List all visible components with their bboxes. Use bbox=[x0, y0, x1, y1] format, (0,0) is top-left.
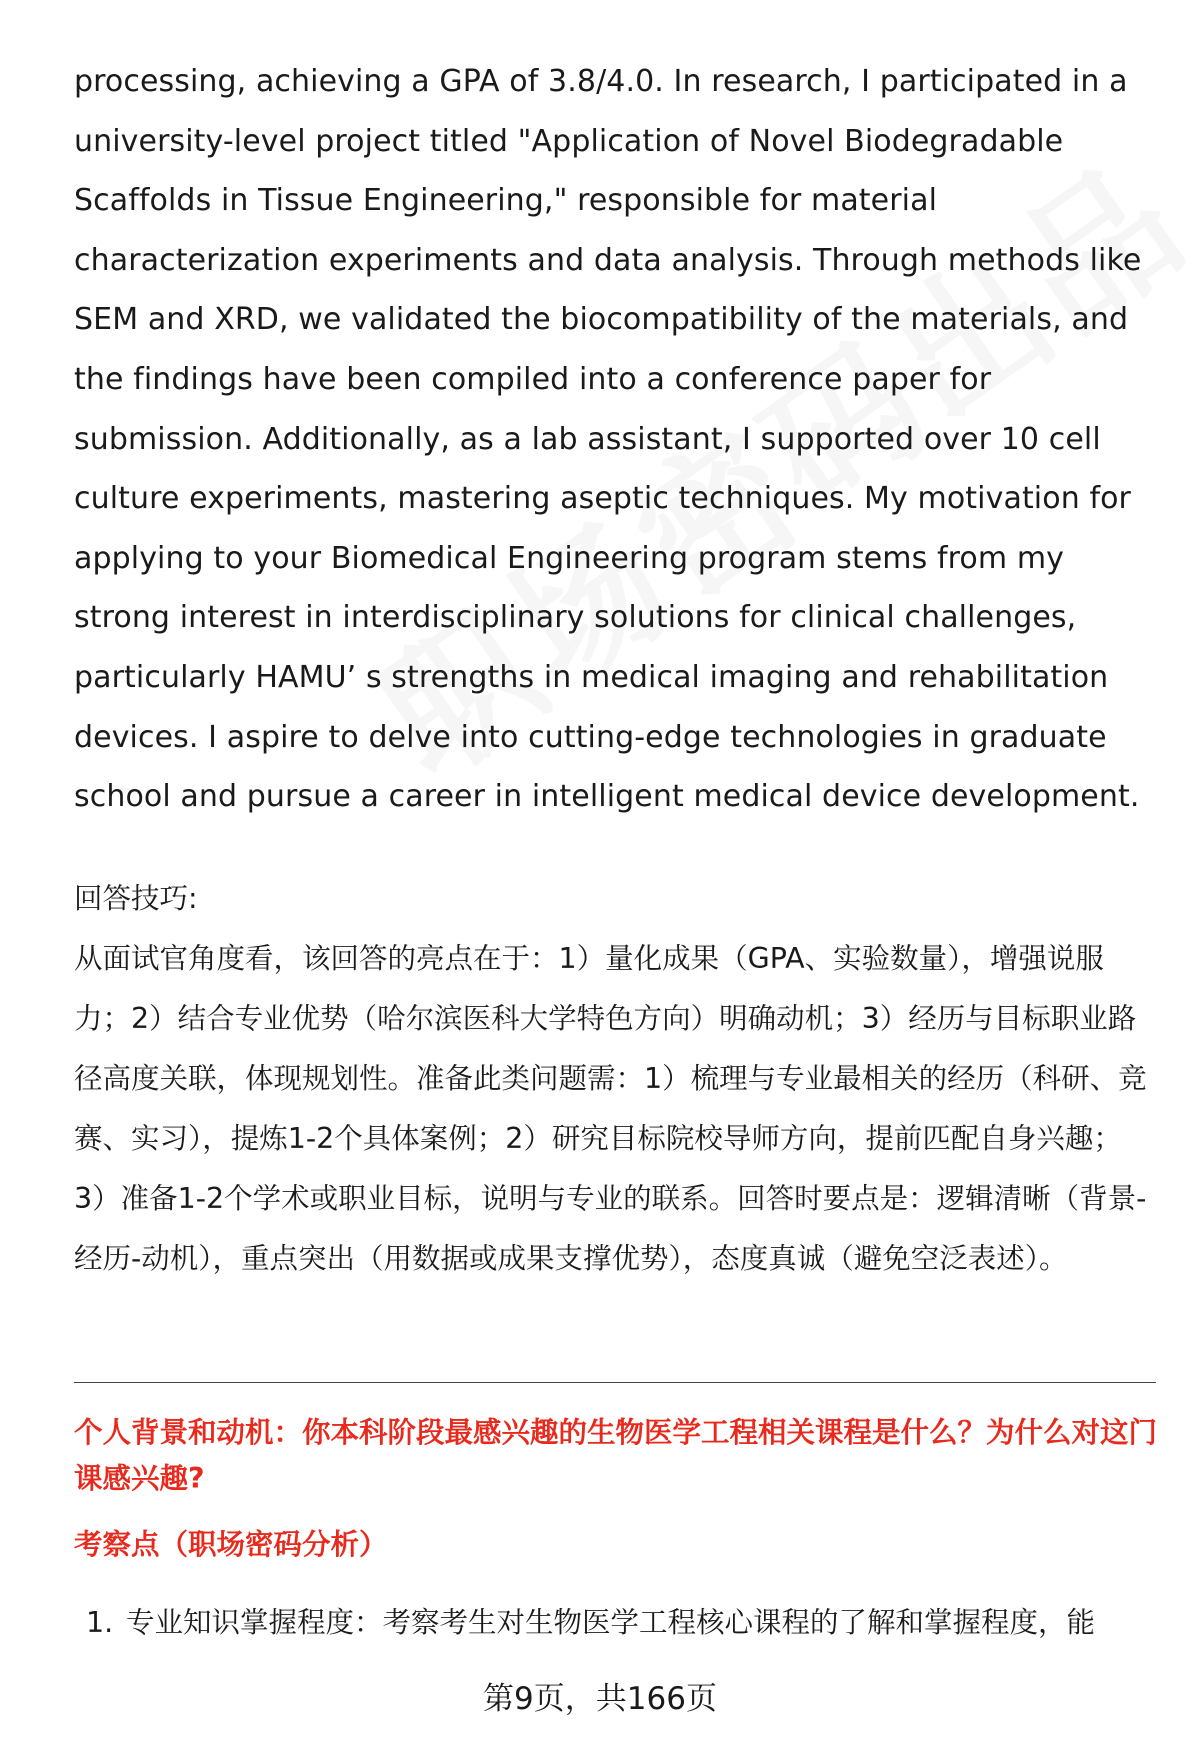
answer-paragraph: processing, achieving a GPA of 3.8/4.0. In research, I participated in a university-level project titled "Application of Novel Biodegradable Scaffolds in Tissue Engineering," responsible for material characterization experiments and data analysis. Through methods like SEM and XRD, we validated the biocompatibility of the materials, and the findings have been compiled into a conference paper for submission. Additionally, as a lab assistant, I supported over 10 cell culture experiments, mastering aseptic techniques. My motivation for applying to your Biomedical Engineering program stems from my strong interest in interdisciplinary solutions for clinical challenges, particularly HAMU’ s strengths in medical imaging and rehabilitation devices. I aspire to delve into cutting-edge technologies in graduate school and pursue a career in intelligent medical device development. bbox=[74, 64, 1142, 815]
list-item bbox=[86, 1600, 1166, 1646]
list-item-text: 专业知识掌握程度：考察考生对生物医学工程核心课程的了解和掌握程度，能 bbox=[126, 1606, 1096, 1639]
page-number: 第9页，共166页 bbox=[483, 1681, 717, 1717]
section-heading: 考察点（职场密码分析） bbox=[74, 1528, 388, 1561]
section-divider bbox=[74, 1382, 1156, 1383]
tips-label: 回答技巧: bbox=[74, 881, 198, 915]
main-content bbox=[74, 52, 1154, 1289]
question-title: 个人背景和动机：你本科阶段最感兴趣的生物医学工程相关课程是什么？为什么对这门课感兴趣? bbox=[74, 1416, 1158, 1495]
tips-paragraph: 从面试官角度看，该回答的亮点在于：1）量化成果（GPA、实验数量），增强说服力；2）结合专业优势（哈尔滨医科大学特色方向）明确动机；3）经历与目标职业路径高度关联，体现规划性。准备此类问题需：1）梳理与专业最相关的经历（科研、竞赛、实习），提炼1-2个具体案例；2）研究目标院校导师方向，提前匹配自身兴趣；3）准备1-2个学术或职业目标，说明与专业的联系。回答时要点是：逻辑清晰（背景-经历-动机），重点突出（用数据或成果支撑优势），态度真诚（避免空泛表述）。 bbox=[74, 941, 1147, 1275]
list-item-number: 1. bbox=[86, 1606, 114, 1639]
